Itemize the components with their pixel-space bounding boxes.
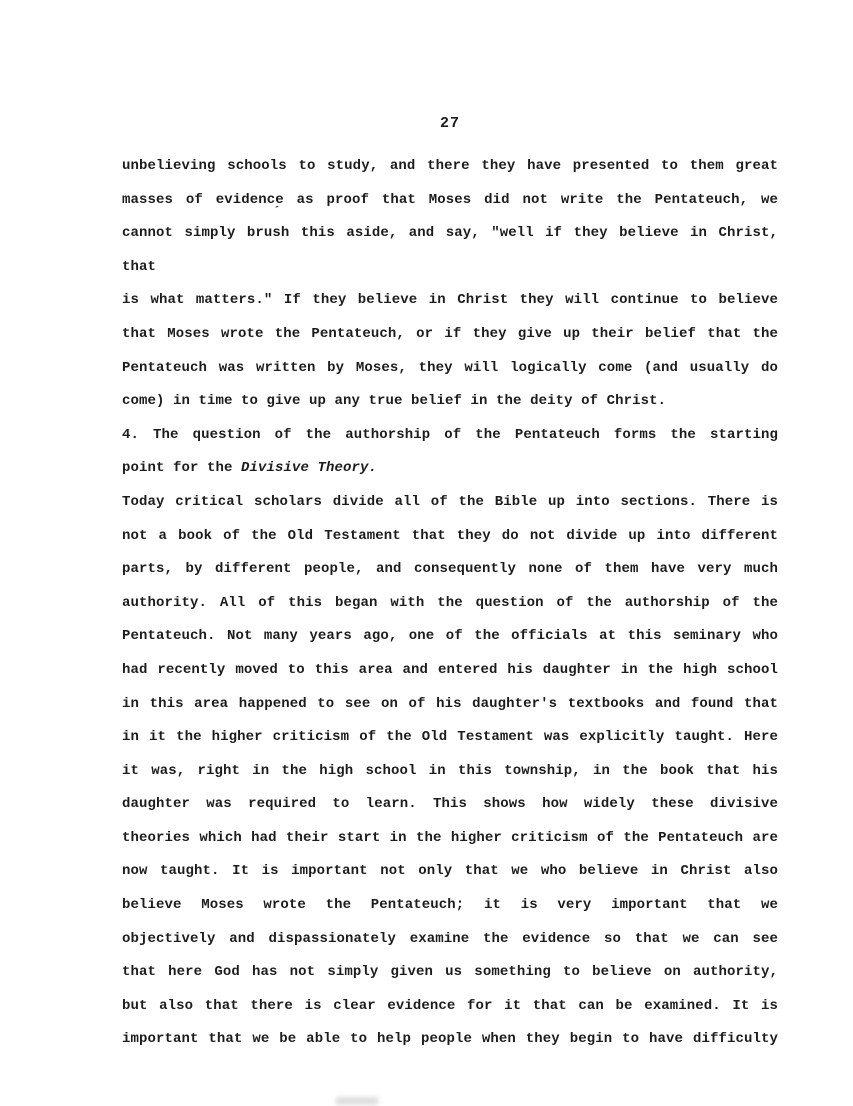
text-line <box>122 150 778 184</box>
text-line <box>122 419 778 453</box>
text-segment: Today critical scholars divide all of the Bible up into sections. There is <box>122 493 778 510</box>
text-line <box>122 217 778 284</box>
text-segment: in this area happened to see on of his daughter's textbooks and found that <box>122 695 778 712</box>
text-line <box>122 822 778 856</box>
text-line <box>122 318 778 352</box>
text-segment: in it the higher criticism of the Old Testament was explicitly taught. Here <box>122 729 778 746</box>
text-segment: not a book of the Old Testament that they do not divide up into different <box>122 527 778 544</box>
text-line <box>122 755 778 789</box>
text-segment: objectively and dispassionately examine the evidence so that we can see <box>122 930 778 947</box>
text-segment: authority. All of this began with the question of the authorship of the <box>122 594 778 611</box>
text-segment: had recently moved to this area and entered his daughter in the high school <box>122 661 778 678</box>
text-line <box>122 385 778 419</box>
italic-text-segment: Divisive Theory. <box>241 460 378 477</box>
text-line <box>122 956 778 990</box>
text-segment: now taught. It is important not only that we who believe in Christ also <box>122 863 778 880</box>
text-segment: it was, right in the high school in this township, in the book that his <box>122 762 778 779</box>
text-line <box>122 721 778 755</box>
text-line <box>122 1023 778 1057</box>
text-line <box>122 923 778 957</box>
text-line <box>122 889 778 923</box>
text-segment: masses of evidence as proof that Moses did not write the Pentateuch, we <box>122 191 778 208</box>
text-line <box>122 587 778 621</box>
text-segment: cannot simply brush this aside, and say, "well if they believe in Christ, that <box>122 225 778 275</box>
text-segment: Pentateuch was written by Moses, they will logically come (and usually do <box>122 359 778 376</box>
text-line <box>122 520 778 554</box>
text-line <box>122 620 778 654</box>
text-line <box>122 486 778 520</box>
stray-typewriter-mark: ´ <box>270 203 282 220</box>
text-segment: is what matters." If they believe in Christ they will continue to believe <box>122 292 778 309</box>
text-line <box>122 788 778 822</box>
text-line <box>122 553 778 587</box>
text-line <box>122 284 778 318</box>
text-segment: that here God has not simply given us something to believe on authority, <box>122 964 778 981</box>
text-line <box>122 452 778 486</box>
text-segment: come) in time to give up any true belief in the deity of Christ. <box>122 393 667 410</box>
text-segment: theories which had their start in the higher criticism of the Pentateuch are <box>122 829 778 846</box>
text-segment: unbelieving schools to study, and there they have presented to them great <box>122 158 778 174</box>
text-line <box>122 688 778 722</box>
text-segment: daughter was required to learn. This shows how widely these divisive <box>122 796 778 813</box>
text-line <box>122 352 778 386</box>
text-segment: that Moses wrote the Pentateuch, or if they give up their belief that the <box>122 325 778 342</box>
text-segment: important that we be able to help people when they begin to have difficulty <box>122 1031 778 1048</box>
text-segment: parts, by different people, and consequently none of them have very much <box>122 561 778 578</box>
text-segment: Pentateuch. Not many years ago, one of the officials at this seminary who <box>122 628 778 645</box>
text-line <box>122 855 778 889</box>
text-segment: believe Moses wrote the Pentateuch; it is very important that we <box>122 897 778 914</box>
page-number: 27 <box>439 115 460 132</box>
text-line <box>122 990 778 1024</box>
text-line <box>122 184 778 218</box>
smudge-artifact <box>335 1097 379 1105</box>
text-line <box>122 654 778 688</box>
text-segment: point for the <box>122 460 242 477</box>
text-segment: but also that there is clear evidence for it that can be examined. It is <box>122 997 778 1014</box>
document-body <box>122 150 778 1057</box>
text-segment: 4. The question of the authorship of the Pentateuch forms the starting <box>122 426 778 443</box>
